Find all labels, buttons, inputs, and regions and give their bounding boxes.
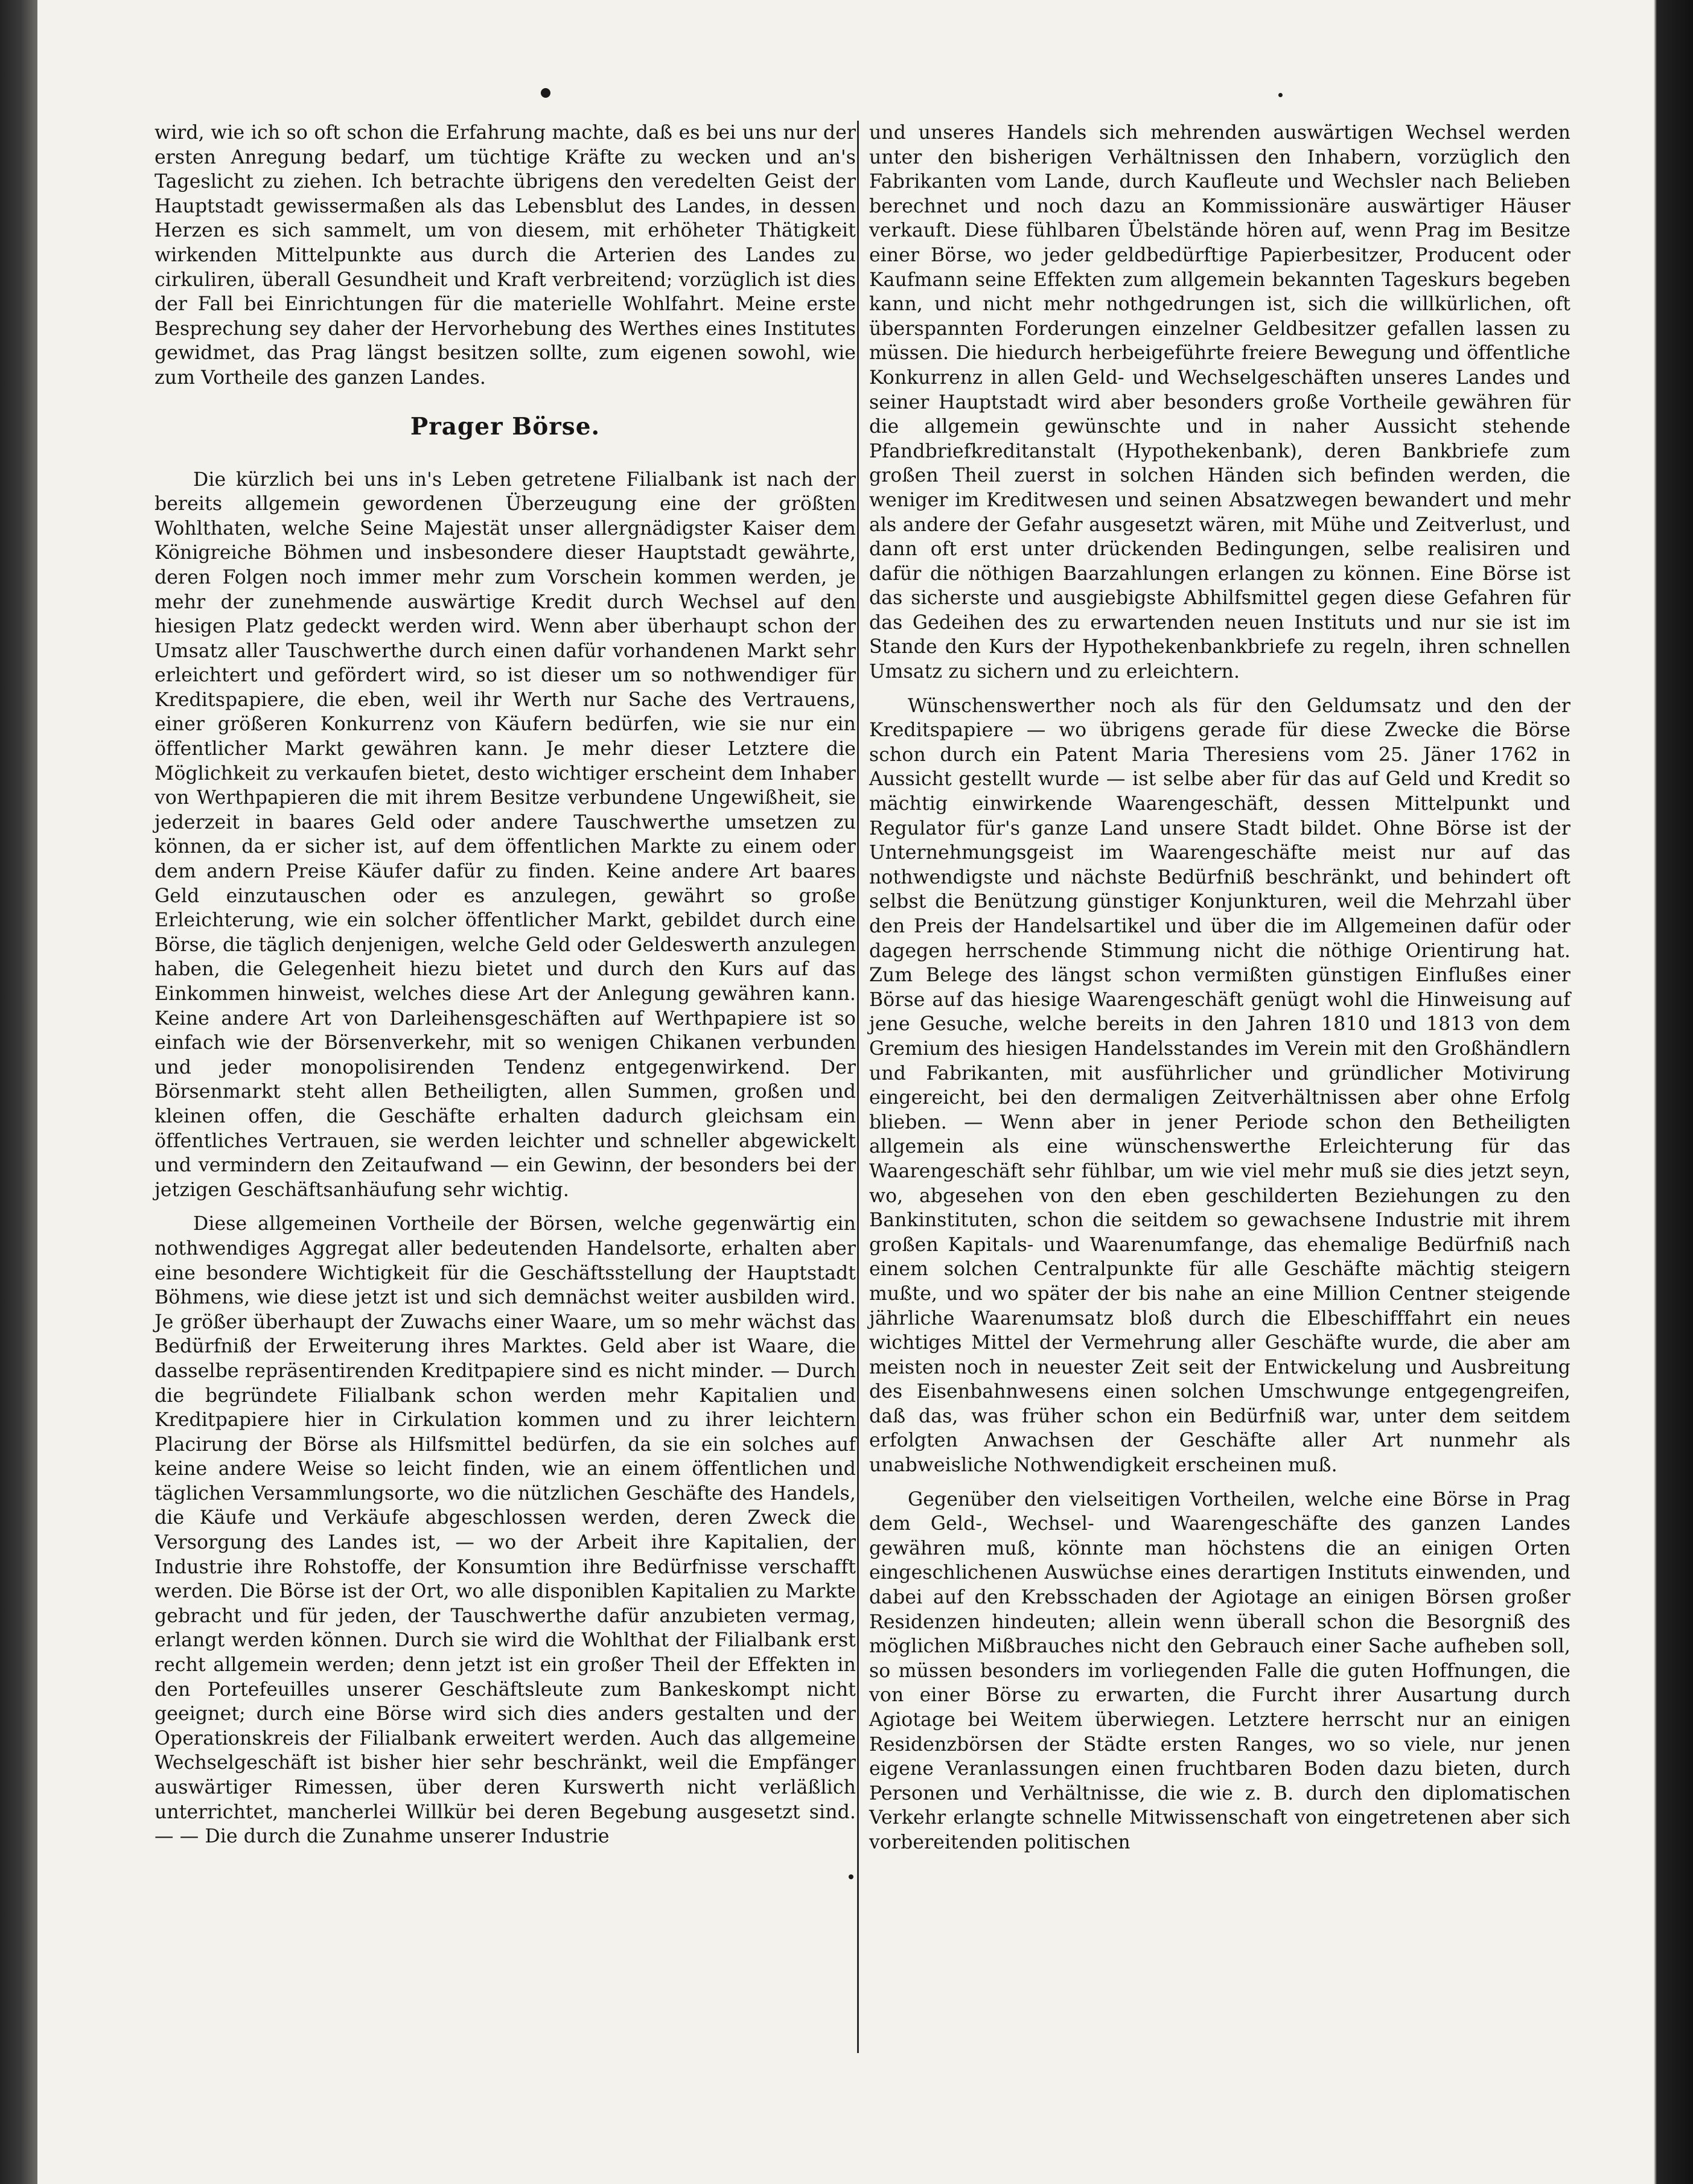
column-divider: [857, 121, 859, 2053]
ink-speck: [849, 1874, 853, 1879]
ink-speck: [541, 88, 550, 98]
right-paragraph-1: und unseres Handels sich mehrenden auswärtigen Wechsel werden unter den bisherigen Verhältnissen den Inhabern, vorzüglich den Fabrikanten vom Lande, durch Kaufleute und Wechsler nach Belieben berechnet und noch dazu an Kommissionäre auswärtiger Häuser verkauft. Diese fühlbaren Übelstände hören auf, wenn Prag im Besitze einer Börse, wo jeder geldbedürftige Papierbesitzer, Producent oder Kaufmann seine Effekten zum allgemein bekannten Tageskurs begeben kann, und nicht mehr nothgedrungen ist, sich die willkürlichen, oft überspannten Forderungen einzelner Geldbesitzer gefallen lassen zu müssen. Die hiedurch herbeigeführte freiere Bewegung und öffentliche Konkurrenz in allen Geld- und Wechselgeschäften unseres Landes und seiner Hauptstadt wird aber besonders große Vortheile gewähren für die allgemein gewünschte und in naher Aussicht stehende Pfandbriefkreditanstalt (Hypothekenbank), deren Bankbriefe zum großen Theil zuerst in solchen Händen sich befinden werden, die weniger im Kreditwesen und seinen Absatzwegen bewandert und mehr als andere der Gefahr ausgesetzt wären, mit Mühe und Zeitverlust, und dann oft erst unter drückenden Bedingungen, selbe realisiren und dafür die nöthigen Baarzahlungen erlangen zu können. Eine Börse ist das sicherste und ausgiebigste Abhilfsmittel gegen diese Gefahren für das Gedeihen des zu erwartenden neuen Instituts und nur sie ist im Stande den Kurs der Hypothekenbankbriefe zu regeln, ihren schnellen Umsatz zu sichern und zu erleichtern.: [869, 122, 1570, 683]
right-paragraph-3: Gegenüber den vielseitigen Vortheilen, welche eine Börse in Prag dem Geld-, Wechsel- und Waarengeschäfte des ganzen Landes gewähren muß, könnte man höchstens die an einigen Orten eingeschlichenen Auswüchse eines derartigen Instituts einwenden, und dabei auf den Krebsschaden der Agiotage an einigen Börsen großer Residenzen hindeuten; allein wenn überall schon die Besorgniß des möglichen Mißbrauches nicht den Gebrauch einer Sache aufheben soll, so müssen besonders im vorliegenden Falle die guten Hoffnungen, die von einer Börse zu erwarten, die Furcht ihrer Ausartung durch Agiotage bei Weitem überwiegen. Letztere herrscht nur an einigen Residenzbörsen der Städte ersten Ranges, wo so viele, nur jenen eigene Veranlassungen einen fruchtbaren Boden dazu bieten, durch Personen und Verhältnisse, die wie z. B. durch den diplomatischen Verkehr erlangte schnelle Mitwissenschaft von eingetretenen aber sich vorbereitenden politischen: [869, 1488, 1570, 1853]
left-paragraph-2: Die kürzlich bei uns in's Leben getretene Filialbank ist nach der bereits allgemein gewordenen Überzeugung eine der größten Wohlthaten, welche Seine Majestät unser allergnädigster Kaiser dem Königreiche Böhmen und insbesondere dieser Hauptstadt gewährte, deren Folgen noch immer mehr zum Vorschein kommen werden, je mehr der zunehmende auswärtige Kredit durch Wechsel auf den hiesigen Platz gedeckt werden wird. Wenn aber überhaupt schon der Umsatz aller Tauschwerthe durch einen dafür vorhandenen Markt sehr erleichtert und gefördert wird, so ist dieser um so nothwendiger für Kreditspapiere, die eben, weil ihr Werth nur Sache des Vertrauens, einer größeren Konkurrenz von Käufern bedürfen, wie sie nur ein öffentlicher Markt gewähren kann. Je mehr dieser Letztere die Möglichkeit zu verkaufen bietet, desto wichtiger erscheint dem Inhaber von Werthpapieren die mit ihrem Besitze verbundene Ungewißheit, sie jederzeit in baares Geld oder andere Tauschwerthe umsetzen zu können, da er sicher ist, auf dem öffentlichen Markte zu einem oder dem andern Preise Käufer dafür zu finden. Keine andere Art baares Geld einzutauschen oder es anzulegen, gewährt so große Erleichterung, wie ein solcher öffentlicher Markt, gebildet durch eine Börse, die täglich denjenigen, welche Geld oder Geldeswerth anzulegen haben, die Gelegenheit hiezu bietet und durch den Kurs auf das Einkommen hinweist, welches diese Art der Anlegung gewähren kann. Keine andere Art von Darleihensgeschäften auf Werthpapiere ist so einfach wie der Börsenverkehr, mit so wenigen Chikanen verbunden und jeder monopolisirenden Tendenz entgegenwirkend. Der Börsenmarkt steht allen Betheiligten, allen Summen, großen und kleinen offen, die Geschäfte erhalten dadurch gleichsam ein öffentliches Vertrauen, sie werden leichter und schneller abgewickelt und vermindern den Zeitaufwand — ein Gewinn, der besonders bei der jetzigen Geschäftsanhäufung sehr wichtig.: [155, 468, 856, 1201]
right-paragraph-2: Wünschenswerther noch als für den Geldumsatz und den der Kreditspapiere — wo übrigens gerade für diese Zwecke die Börse schon durch ein Patent Maria Theresiens vom 25. Jäner 1762 in Aussicht gestellt wurde — ist selbe aber für das auf Geld und Kredit so mächtig einwirkende Waarengeschäft, dessen Mittelpunkt und Regulator für's ganze Land unsere Stadt bildet. Ohne Börse ist der Unternehmungsgeist im Waarengeschäfte meist nur auf das nothwendigste und nächste Bedürfniß beschränkt, und behindert oft selbst die Benützung günstiger Konjunkturen, weil die Mehrzahl über den Preis der Handelsartikel und über die im Allgemeinen dafür oder dagegen herrschende Stimmung nicht die nöthige Orientirung hat. Zum Belege des längst schon vermißten günstigen Einflußes einer Börse auf das hiesige Waarengeschäft genügt wohl die Hinweisung auf jene Gesuche, welche bereits in den Jahren 1810 und 1813 von dem Gremium des hiesigen Handelsstandes im Verein mit den Großhändlern und Fabrikanten, mit ausführlicher und gründlicher Motivirung eingereicht, bei den dermaligen Zeitverhältnissen aber ohne Erfolg blieben. — Wenn aber in jener Periode schon den Betheiligten allgemein als eine wünschenswerthe Erleichterung für das Waarengeschäft sehr fühlbar, um wie viel mehr muß sie dies jetzt seyn, wo, abgesehen von den eben geschilderten Beziehungen zu den Bankinstituten, schon die seitdem so gewachsene Industrie mit ihrem großen Kapitals- und Waarenumfange, das ehemalige Bedürfniß nach einem solchen Centralpunkte für alle Geschäfte mächtig steigern mußte, und wo später der bis nahe an eine Million Centner steigende jährliche Waarenumsatz bloß durch die Elbeschifffahrt ein neues wichtiges Mittel der Vermehrung aller Geschäfte wurde, die aber am meisten noch in neuester Zeit seit der Entwickelung und Ausbreitung des Eisenbahnwesens einen solchen Umschwunge entgegengreifen, daß das, was früher schon ein Bedürfniß war, unter dem seitdem erfolgten Anwachsen der Geschäfte aller Art nunmehr als unabweisliche Nothwendigkeit erscheinen muß.: [869, 695, 1570, 1477]
page-edge-shadow: [1654, 0, 1693, 2184]
right-column: [869, 121, 1570, 1865]
left-paragraph-3: Diese allgemeinen Vortheile der Börsen, welche gegenwärtig ein nothwendiges Aggregat aller bedeutenden Handelsorte, erhalten aber eine besondere Wichtigkeit für die Geschäftsstellung der Hauptstadt Böhmens, wie diese jetzt ist und sich demnächst weiter ausbilden wird. Je größer überhaupt der Zuwachs einer Waare, um so mehr wächst das Bedürfniß der Erweiterung ihres Marktes. Geld aber ist Waare, die dasselbe repräsentirenden Kreditpapiere sind es nicht minder. — Durch die begründete Filialbank schon werden mehr Kapitalien und Kreditpapiere hier in Cirkulation kommen und zu ihrer leichtern Placirung der Börse als Hilfsmittel bedürfen, da sie ein solches auf keine andere Weise so leicht finden, wie an einem öffentlichen und täglichen Versammlungsorte, wo die nützlichen Geschäfte des Handels, die Käufe und Verkäufe abgeschlossen werden, deren Zweck die Versorgung des Landes ist, — wo der Arbeit ihre Kapitalien, der Industrie ihre Rohstoffe, der Konsumtion ihre Bedürfnisse verschafft werden. Die Börse ist der Ort, wo alle disponiblen Kapitalien zu Markte gebracht und für jeden, der Tauschwerthe dafür anzubieten vermag, erlangt werden können. Durch sie wird die Wohlthat der Filialbank erst recht allgemein werden; denn jetzt ist ein großer Theil der Effekten in den Portefeuilles unserer Geschäftsleute zum Bankeskompt nicht geeignet; durch eine Börse wird sich dies anders gestalten und der Operationskreis der Filialbank erweitert werden. Auch das allgemeine Wechselgeschäft ist bisher hier sehr beschränkt, weil die Empfänger auswärtiger Rimessen, über deren Kurswerth nicht verläßlich unterrichtet, mancherlei Willkür bei deren Begebung ausgesetzt sind. — — Die durch die Zunahme unserer Industrie: [155, 1213, 856, 1848]
ink-speck: [1278, 93, 1283, 97]
left-paragraph-1: wird, wie ich so oft schon die Erfahrung machte, daß es bei uns nur der ersten Anregung bedarf, um tüchtige Kräfte zu wecken und an's Tageslicht zu ziehen. Ich betrachte übrigens den veredelten Geist der Hauptstadt gewissermaßen als das Lebensblut des Landes, in dessen Herzen es sich sammelt, um von diesem, mit erhöheter Thätigkeit wirkenden Mittelpunkte aus durch die Arterien des Landes zu cirkuliren, überall Gesundheit und Kraft verbreitend; vorzüglich ist dies der Fall bei Einrichtungen für die materielle Wohlfahrt. Meine erste Besprechung sey daher der Hervorhebung des Werthes eines Institutes gewidmet, das Prag längst besitzen sollte, zum eigenen sowohl, wie zum Vortheile des ganzen Landes.: [155, 122, 856, 389]
article-heading: Prager Börse.: [410, 412, 601, 441]
left-column: [155, 121, 856, 1859]
book-spine-shadow: [0, 0, 37, 2184]
